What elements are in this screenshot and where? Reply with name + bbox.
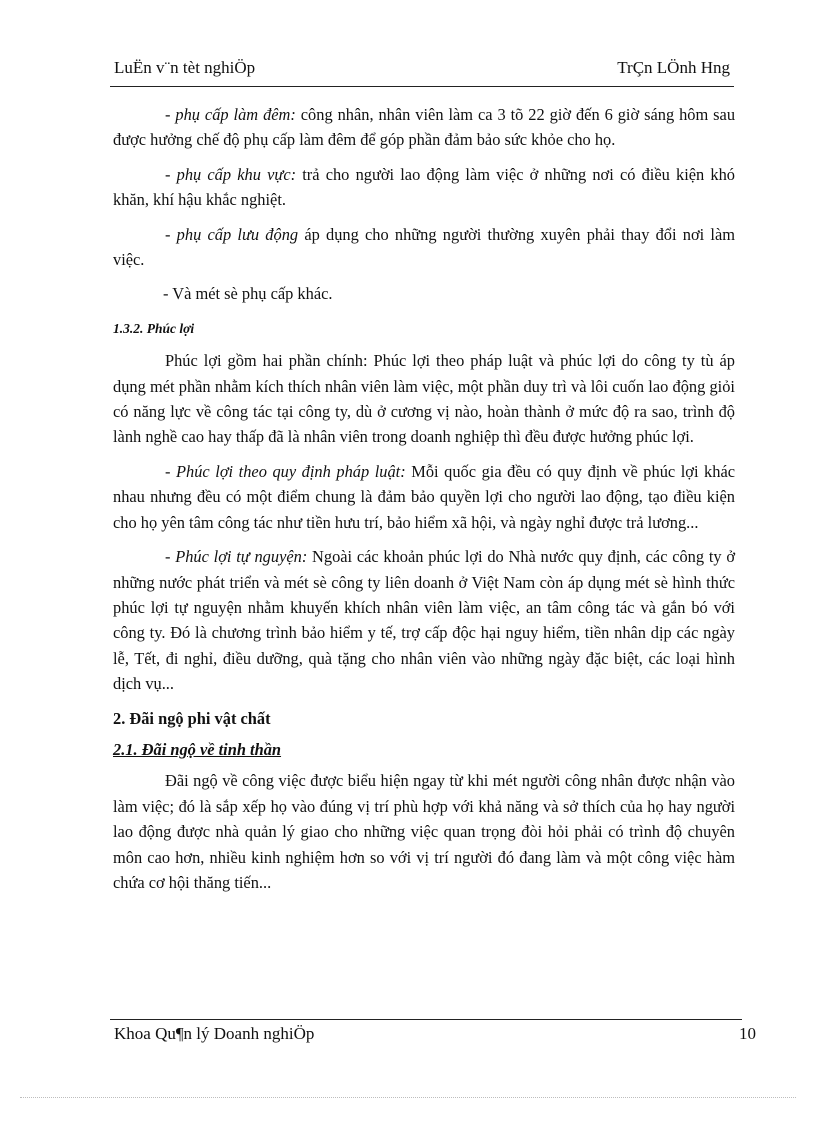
header-thesis-title: LuËn v¨n tèt nghiÖp <box>114 58 256 77</box>
footer-divider <box>110 1019 742 1020</box>
paragraph-text: Ngoài các khoản phúc lợi do Nhà nước quy định, các công ty ở những nước phát triển và mét sè công ty liên doanh ở Việt Nam còn áp dụng mét sè hình thức phúc lợi tự nguyện nhằm khuyến khích nhân viên làm việc, an tâm công tác và gắn bó với công ty. Đó là chương trình bảo hiểm y tế, trợ cấp độc hại nguy hiểm, tiền nhân dịp các ngày lễ, Tết, đi nghỉ, điều dưỡng, quà tặng cho nhân viên vào những ngày đặc biệt, các loại hình dịch vụ... <box>113 547 735 694</box>
paragraph-night-allowance <box>113 102 735 153</box>
paragraph-job-treatment: Đãi ngộ về công việc được biểu hiện ngay từ khi mét người công nhân được nhận vào làm việc; đó là sắp xếp họ vào đúng vị trí phù hợp với khả năng và sở thích của họ hay người lao động được nhà quản lý giao cho những việc quan trọng đòi hỏi phải có trình độ chuyên môn cao hơn, nhiều kinh nghiệm hơn so với vị trí người đó đang làm và một công việc hàm chứa cơ hội thăng tiến... <box>113 771 735 892</box>
section-heading-spiritual: 2.1. Đãi ngộ về tinh thần <box>113 739 282 759</box>
footer-faculty-name: Khoa Qu¶n lý Doanh nghiÖp <box>114 1024 315 1043</box>
paragraph-lead: - phụ cấp khu vực: <box>165 164 297 184</box>
paragraph-lead: - phụ cấp làm đêm: <box>165 105 296 124</box>
paragraph-lead: - Phúc lợi tự nguyện: <box>165 547 308 567</box>
page-break-line <box>20 1097 796 1098</box>
paragraph-voluntary-welfare <box>113 544 735 696</box>
header-author-name: TrÇn LÖnh Hng <box>617 58 730 77</box>
paragraph-legal-welfare <box>113 459 735 535</box>
paragraph-lead: - Phúc lợi theo quy định pháp luật: <box>165 461 406 481</box>
document-body <box>113 102 735 904</box>
paragraph-text: trả cho người lao động làm việc ở những nơi có điều kiện khó khăn, khí hậu khắc nghiệt. <box>113 164 735 210</box>
paragraph-text: công nhân, nhân viên làm ca 3 tõ 22 giờ đến 6 giờ sáng hôm sau được hưởng chế độ phụ cấp làm đêm để góp phần đảm bảo sức khỏe cho họ. <box>113 105 736 150</box>
paragraph-text: áp dụng cho những người thường xuyên phải thay đổi nơi làm việc. <box>113 224 736 270</box>
paragraph-lead: - phụ cấp lưu động <box>165 224 299 244</box>
page-header <box>114 58 730 84</box>
paragraph-mobile-allowance <box>113 222 735 273</box>
page-number: 10 <box>739 1024 756 1043</box>
section-heading-non-material: 2. Đãi ngộ phi vật chất <box>113 708 271 728</box>
header-divider <box>110 86 734 87</box>
section-heading-welfare: 1.3.2. Phúc lợi <box>113 320 195 336</box>
paragraph-welfare-intro: Phúc lợi gồm hai phần chính: Phúc lợi theo pháp luật và phúc lợi do công ty tù áp dụng mét phần nhằm kích thích nhân viên làm việc, một phần duy trì và lôi cuốn lao động giỏi có năng lực về công tác tại công ty, dù ở cương vị nào, hoàn thành ở mức độ ra sao, trình độ lành nghề cao hay thấp đã là nhân viên trong doanh nghiệp thì đều được hưởng phúc lợi. <box>113 351 735 447</box>
paragraph-text: Mỗi quốc gia đều có quy định về phúc lợi khác nhau nhưng đều có một điểm chung là đảm bảo quyền lợi cho người lao động, tạo điều kiện cho họ yên tâm công tác như tiền hưu trí, bảo hiểm xã hội, và ngày nghỉ được trả lương... <box>113 461 736 532</box>
paragraph-regional-allowance <box>113 162 735 213</box>
paragraph-other-allowances: - Và mét sè phụ cấp khác. <box>163 284 333 304</box>
